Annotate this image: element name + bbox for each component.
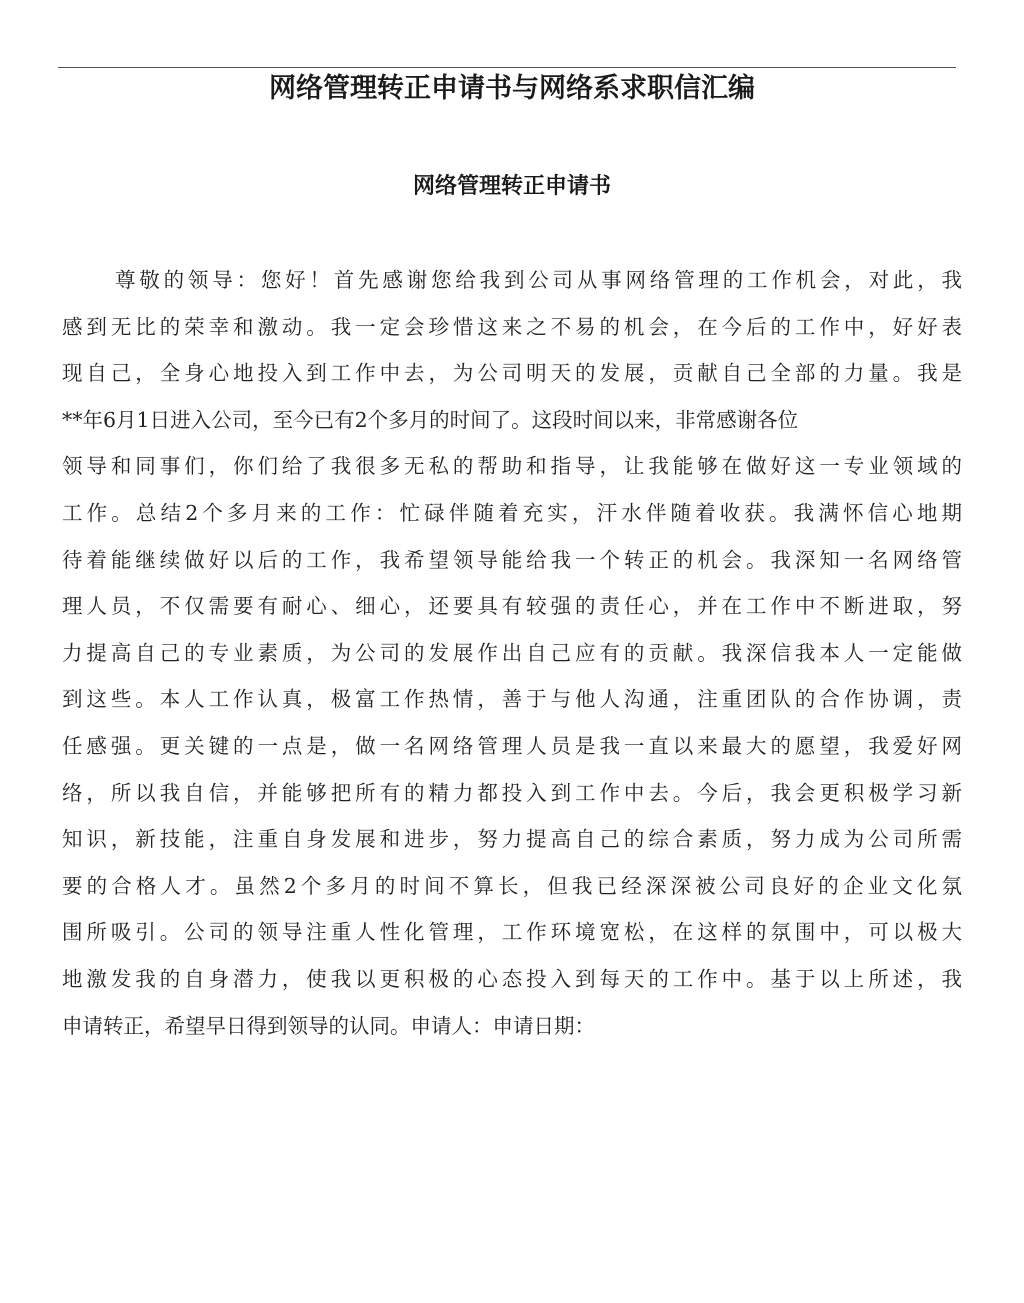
body-line: **年6月1日进入公司，至今已有2个多月的时间了。这段时间以来，非常感谢各位 — [62, 407, 799, 432]
body-line: 工作。总结2个多月来的工作：忙碌伴随着充实，汗水伴随着收获。我满怀信心地期 — [62, 500, 962, 525]
body-line: 领导和同事们，你们给了我很多无私的帮助和指导，让我能够在做好这一专业领域的 — [62, 454, 962, 479]
body-line: 尊敬的领导：您好！首先感谢您给我到公司从事网络管理的工作机会，对此，我 — [115, 268, 962, 292]
body-line: 地激发我的自身潜力，使我以更积极的心态投入到每天的工作中。基于以上所述，我 — [62, 966, 962, 991]
body-line: 现自己，全身心地投入到工作中去，为公司明天的发展，贡献自己全部的力量。我是 — [62, 361, 962, 386]
body-paragraph — [62, 262, 962, 1054]
body-line: 任感强。更关键的一点是，做一名网络管理人员是我一直以来最大的愿望，我爱好网 — [62, 733, 962, 758]
body-line: 要的合格人才。虽然2个多月的时间不算长，但我已经深深被公司良好的企业文化氛 — [62, 873, 962, 898]
body-line: 申请转正，希望早日得到领导的认同。申请人：申请日期： — [62, 1013, 595, 1038]
body-line: 理人员，不仅需要有耐心、细心，还要具有较强的责任心，并在工作中不断进取，努 — [62, 594, 962, 619]
body-line: 力提高自己的专业素质，为公司的发展作出自己应有的贡献。我深信我本人一定能做 — [62, 640, 962, 665]
body-line: 围所吸引。公司的领导注重人性化管理，工作环境宽松，在这样的氛围中，可以极大 — [62, 920, 962, 945]
body-line: 络，所以我自信，并能够把所有的精力都投入到工作中去。今后，我会更积极学习新 — [62, 780, 962, 805]
body-line: 待着能继续做好以后的工作，我希望领导能给我一个转正的机会。我深知一名网络管 — [62, 547, 962, 572]
document-title: 网络管理转正申请书与网络系求职信汇编 — [269, 73, 755, 104]
body-line: 到这些。本人工作认真，极富工作热情，善于与他人沟通，注重团队的合作协调，责 — [62, 687, 962, 712]
body-line: 感到无比的荣幸和激动。我一定会珍惜这来之不易的机会，在今后的工作中，好好表 — [62, 314, 962, 339]
body-line: 知识，新技能，注重自身发展和进步，努力提高自己的综合素质，努力成为公司所需 — [62, 827, 962, 852]
section-title: 网络管理转正申请书 — [412, 174, 611, 199]
header-rule — [58, 67, 956, 68]
